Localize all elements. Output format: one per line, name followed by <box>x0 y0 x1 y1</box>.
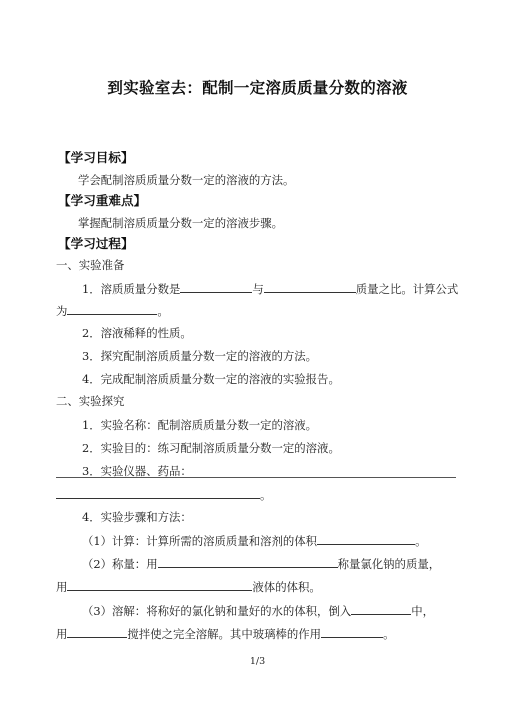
blank-balance[interactable] <box>158 556 338 568</box>
process-heading: 【学习过程】 <box>58 236 134 251</box>
blank-solute-mass[interactable] <box>180 281 252 293</box>
page-number: 1/3 <box>249 656 266 667</box>
goal-text: 学会配制溶质质量分数一定的溶液的方法。 <box>78 173 295 187</box>
explore-item-1: 1．实验名称：配制溶质质量分数一定的溶液。 <box>82 418 318 432</box>
step-weigh-cont: 用 液体的体积。 <box>56 580 321 594</box>
explore-item-2: 2．实验目的：练习配制溶质质量分数一定的溶液。 <box>82 441 340 455</box>
page-title: 到实验室去：配制一定溶质质量分数的溶液 <box>107 79 408 97</box>
blank-glass-rod-role[interactable] <box>321 626 383 638</box>
explore-heading: 二、实验探究 <box>56 394 125 408</box>
instruments-line-2: 。 <box>56 487 271 502</box>
blank-container[interactable] <box>351 603 411 615</box>
step-calculate: （1）计算：计算所需的溶质质量和溶剂的体积 。 <box>82 534 427 548</box>
blank-instruments-line-2[interactable] <box>56 487 260 499</box>
key-heading: 【学习重难点】 <box>58 193 147 208</box>
prep-item-1: 1．溶质质量分数是 与 质量之比。计算公式 <box>82 282 459 296</box>
step-dissolve: （3）溶解：将称好的氯化钠和量好的水的体积，倒入 中， <box>82 604 435 618</box>
prep-heading: 一、实验准备 <box>56 258 125 272</box>
prep-item-3: 3．探究配制溶质质量分数一定的溶液的方法。 <box>82 349 318 363</box>
step-dissolve-cont: 用 搅拌使之完全溶解。其中玻璃棒的作用 。 <box>56 627 395 641</box>
blank-solution-mass[interactable] <box>264 281 356 293</box>
blank-calculation[interactable] <box>317 533 415 545</box>
blank-measuring-tool[interactable] <box>67 579 252 591</box>
prep-item-2: 2．溶液稀释的性质。 <box>82 326 192 340</box>
blank-formula[interactable] <box>67 303 157 315</box>
key-text: 掌握配制溶质质量分数一定的溶液步骤。 <box>78 216 284 230</box>
blank-instruments-line-1[interactable] <box>56 477 456 478</box>
blank-stirrer[interactable] <box>67 626 127 638</box>
prep-item-1-cont: 为 。 <box>56 304 169 318</box>
goal-heading: 【学习目标】 <box>58 150 134 165</box>
prep-item-4: 4．完成配制溶质质量分数一定的溶液的实验报告。 <box>82 372 340 386</box>
explore-item-3: 3．实验仪器、药品： <box>82 464 192 478</box>
explore-item-4: 4．实验步骤和方法： <box>82 510 192 524</box>
step-weigh: （2）称量：用 称量氯化钠的质量， <box>82 557 441 571</box>
